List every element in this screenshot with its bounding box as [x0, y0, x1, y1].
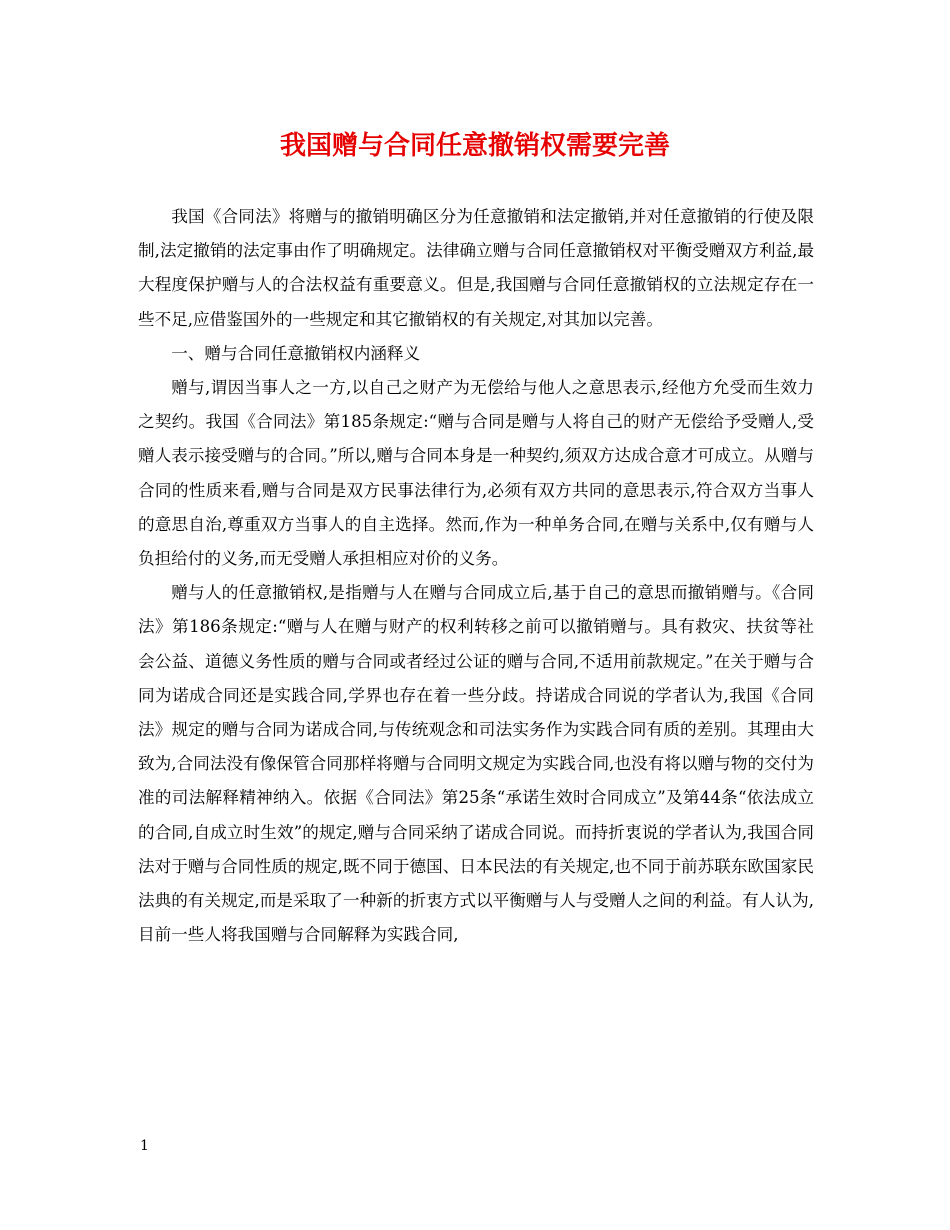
paragraph-intro: 我国《合同法》将赠与的撤销明确区分为任意撤销和法定撤销,并对任意撤销的行使及限制,法定撤销的法定事由作了明确规定。法律确立赠与合同任意撤销权对平衡受赠双方利益,最大程度保护赠与人的合法权益有重要意义。但是,我国赠与合同任意撤销权的立法规定存在一些不足,应借鉴国外的一些规定和其它撤销权的有关规定,对其加以完善。 — [138, 207, 815, 329]
section-heading-1: 一、赠与合同任意撤销权内涵释义 — [171, 343, 421, 363]
page-number: 1 — [140, 1138, 149, 1154]
document-body — [138, 200, 814, 952]
paragraph-gift-definition: 赠与,谓因当事人之一方,以自己之财产为无偿给与他人之意思表示,经他方允受而生效力之契约。我国《合同法》第185条规定:“赠与合同是赠与人将自己的财产无偿给予受赠人,受赠人表示接受赠与的合同。”所以,赠与合同本身是一种契约,须双方达成合意才可成立。从赠与合同的性质来看,赠与合同是双方民事法律行为,必须有双方共同的意思表示,符合双方当事人的意思自治,尊重双方当事人的自主选择。然而,作为一种单务合同,在赠与关系中,仅有赠与人负担给付的义务,而无受赠人承担相应对价的义务。 — [138, 378, 814, 569]
document-title: 我国赠与合同任意撤销权需要完善 — [279, 131, 670, 161]
paragraph-revocation-right: 赠与人的任意撤销权,是指赠与人在赠与合同成立后,基于自己的意思而撤销赠与。《合同法》第186条规定:“赠与人在赠与财产的权利转移之前可以撤销赠与。具有救灾、扶贫等社会公益、道德义务性质的赠与合同或者经过公证的赠与合同,不适用前款规定。”在关于赠与合同为诺成合同还是实践合同,学界也存在着一些分歧。持诺成合同说的学者认为,我国《合同法》规定的赠与合同为诺成合同,与传统观念和司法实务作为实践合同有质的差别。其理由大致为,合同法没有像保管合同那样将赠与合同明文规定为实践合同,也没有将以赠与物的交付为准的司法解释精神纳入。依据《合同法》第25条“承诺生效时合同成立”及第44条“依法成立的合同,自成立时生效”的规定,赠与合同采纳了诺成合同说。而持折衷说的学者认为,我国合同法对于赠与合同性质的规定,既不同于德国、日本民法的有关规定,也不同于前苏联东欧国家民法典的有关规定,而是采取了一种新的折衷方式以平衡赠与人与受赠人之间的利益。有人认为,目前一些人将我国赠与合同解释为实践合同, — [138, 583, 815, 945]
